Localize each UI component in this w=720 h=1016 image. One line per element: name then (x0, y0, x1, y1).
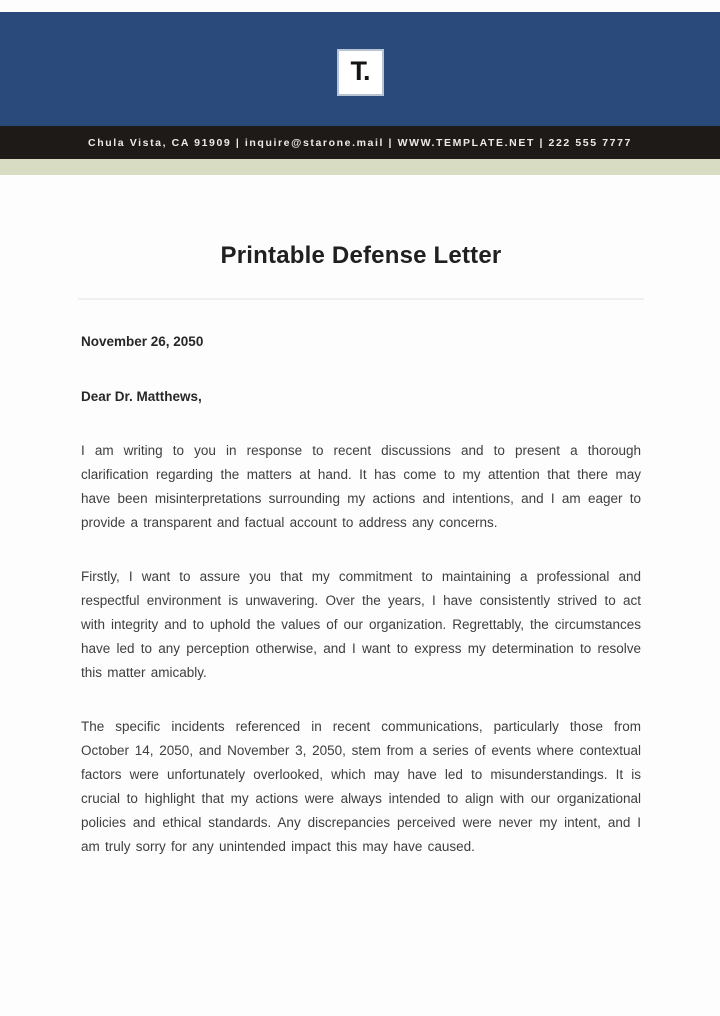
contact-info-line: Chula Vista, CA 91909 | inquire@starone.mail | WWW.TEMPLATE.NET | 222 555 7777 (88, 136, 632, 149)
letter-paragraph: Firstly, I want to assure you that my commitment to maintaining a professional and respectful environment is unwavering. Over the years, I have consistently strived to act with integrity and to uphold the values of our organization. Regrettably, the circumstances have led to any perception otherwise, and I want to express my determination to resolve this matter amicably. (81, 569, 641, 680)
letter-title: Printable Defense Letter (220, 242, 502, 269)
letter-date: November 26, 2050 (81, 334, 204, 349)
letter-paragraph: The specific incidents referenced in recent communications, particularly those from October 14, 2050, and November 3, 2050, stem from a series of events where contextual factors were unfortunately overlooked, which may have led to misunderstandings. It is crucial to highlight that my actions were always intended to align with our organizational policies and ethical standards. Any discrepancies perceived were never my intent, and I am truly sorry for any unintended impact this may have caused. (81, 719, 641, 854)
letter-body (0, 175, 720, 859)
salutation: Dear Dr. Matthews, (81, 389, 202, 404)
brand-band (0, 12, 720, 126)
contact-band (0, 126, 720, 159)
template-logo (337, 49, 384, 96)
logo-letter: T. (350, 55, 370, 86)
top-margin-strip (0, 0, 720, 12)
accent-stripe (0, 159, 720, 175)
letter-paragraph: I am writing to you in response to recent discussions and to present a thorough clarification regarding the matters at hand. It has come to my attention that there may have been misinterpretations surrounding my actions and intentions, and I am eager to provide a transparent and factual account to address any concerns. (81, 443, 641, 530)
title-divider (78, 298, 644, 300)
